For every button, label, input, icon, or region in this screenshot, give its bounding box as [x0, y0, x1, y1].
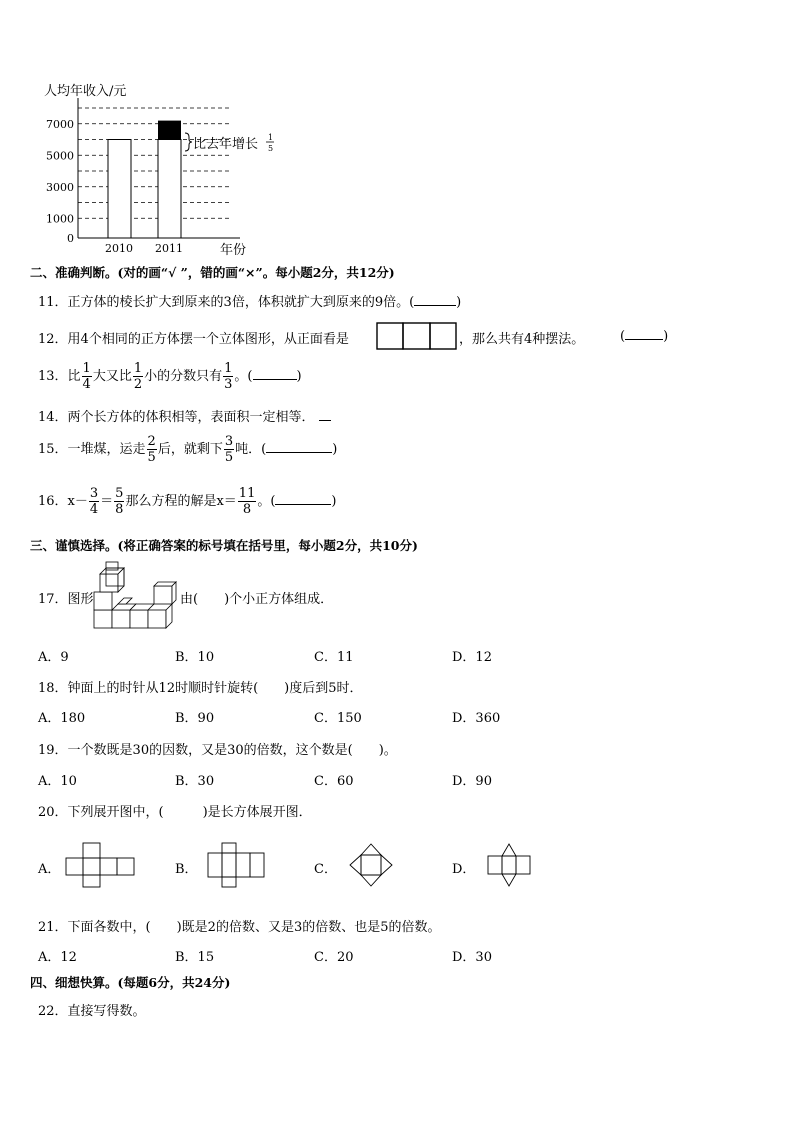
answer-blank[interactable] — [266, 441, 332, 453]
increase-label: 比去年增长 — [193, 137, 259, 152]
answer-blank[interactable] — [414, 294, 456, 306]
cube-stack-figure — [92, 560, 182, 632]
frac-den: 2 — [133, 377, 143, 392]
answer-blank[interactable] — [319, 409, 331, 421]
net-option-a-figure[interactable] — [65, 842, 137, 888]
section2-title: 二、准确判断。(对的画“√ ”，错的画“×”。每小题2分，共12分) — [30, 265, 395, 280]
question-18: 18．钟面上的时针从12时顺时针旋转( )度后到5时． — [38, 681, 363, 696]
section4-title: 四、细想快算。(每题6分，共24分) — [30, 975, 231, 990]
q13-text-b: 大又比 — [92, 369, 132, 384]
question-16 — [38, 482, 337, 522]
fraction-5-8 — [114, 487, 124, 516]
chart-bars — [105, 121, 183, 255]
option-c[interactable]: C．20 — [314, 950, 354, 965]
x-tick-label: 2010 — [105, 242, 133, 255]
q16-text-b: ＝ — [100, 494, 114, 509]
q15-text-b: 后，就剩下 — [157, 442, 223, 457]
frac-num: 1 — [133, 361, 143, 376]
bar-increase-2011 — [158, 121, 181, 140]
q13-text-c: 小的分数只有 — [144, 369, 223, 384]
option-c[interactable]: C．150 — [314, 711, 362, 726]
section3-title: 三、谨慎选择。(将正确答案的标号填在括号里，每小题2分，共10分) — [30, 538, 418, 553]
frac-num: 5 — [115, 486, 124, 501]
answer-blank[interactable] — [625, 328, 663, 340]
q12-paren-l: ( — [620, 329, 626, 344]
x-axis-label: 年份 — [220, 243, 247, 258]
question-15 — [38, 430, 337, 470]
q12-answer — [620, 328, 668, 344]
option-d[interactable]: D．90 — [452, 774, 492, 789]
question-13 — [38, 357, 302, 397]
front-view-three-squares-figure — [376, 322, 458, 350]
question-21: 21．下面各数中，( )既是2的倍数、又是3的倍数、也是5的倍数。 — [38, 920, 441, 935]
q11-paren-end: ) — [456, 295, 462, 310]
question-11 — [38, 291, 461, 310]
q13-paren-end: ) — [296, 369, 302, 384]
increase-brace — [185, 133, 192, 151]
q14-text: 14．两个长方体的体积相等，表面积一定相等． — [38, 410, 315, 425]
option-b[interactable]: B．90 — [175, 711, 215, 726]
fraction-11-8 — [238, 487, 257, 516]
bar-2011 — [158, 140, 181, 239]
option-a[interactable]: A．9 — [38, 650, 69, 665]
y-tick-label: 0 — [67, 232, 74, 245]
option-b[interactable]: B．15 — [175, 950, 215, 965]
q12-text-a: 12．用4个相同的正方体摆一个立体图形，从正面看是 — [38, 332, 349, 347]
q11-text: 11．正方体的棱长扩大到原来的3倍，体积就扩大到原来的9倍。( — [38, 295, 415, 310]
q12-paren-r: ) — [663, 329, 669, 344]
fraction-1-4 — [82, 362, 92, 391]
q16-text-c: 那么方程的解是x＝ — [125, 494, 237, 509]
option-a[interactable]: A．180 — [38, 711, 86, 726]
y-tick-label: 3000 — [46, 180, 74, 194]
option-a[interactable]: A． — [38, 862, 61, 877]
fraction-1-3 — [223, 362, 233, 391]
net-option-b-figure[interactable] — [206, 842, 266, 888]
question-19: 19．一个数既是30的因数，又是30的倍数，这个数是( )。 — [38, 743, 397, 758]
frac-den: 4 — [82, 377, 91, 392]
chart-y-ticks — [46, 118, 74, 245]
bar-2010 — [108, 140, 131, 239]
option-d[interactable]: D．30 — [452, 950, 492, 965]
q17-text-a: 17．图形 — [38, 592, 94, 607]
option-a[interactable]: A．10 — [38, 774, 77, 789]
y-axis-label: 人均年收入/元 — [44, 84, 127, 99]
q12-text-b: ，那么共有4种摆法。 — [459, 332, 585, 347]
q15-text-a: 15．一堆煤，运走 — [38, 442, 146, 457]
option-a[interactable]: A．12 — [38, 950, 77, 965]
q17-text-b: 由( )个小正方体组成． — [180, 592, 334, 607]
net-option-c-figure[interactable] — [348, 842, 394, 888]
frac-den: 8 — [115, 502, 124, 517]
question-20: 20．下列展开图中，( )是长方体展开图． — [38, 805, 312, 820]
fraction-3-4 — [89, 487, 99, 516]
fraction-2-5 — [147, 435, 157, 464]
q16-text-a: 16．x－ — [38, 494, 88, 509]
frac-num: 1 — [82, 361, 91, 376]
frac-den: 8 — [242, 502, 252, 517]
q13-text-a: 13．比 — [38, 369, 81, 384]
y-tick-label: 5000 — [46, 149, 74, 163]
option-d[interactable]: D．360 — [452, 711, 501, 726]
answer-blank[interactable] — [275, 493, 331, 505]
net-option-d-figure[interactable] — [486, 842, 532, 888]
chart-gridlines — [78, 108, 230, 218]
x-tick-label: 2011 — [155, 242, 183, 255]
increase-fraction-num: 1 — [268, 133, 274, 142]
option-b[interactable]: B．30 — [175, 774, 215, 789]
q15-text-c: 吨．( — [235, 442, 267, 457]
income-bar-chart — [30, 78, 290, 260]
increase-fraction-den: 5 — [268, 144, 274, 153]
frac-num: 11 — [238, 486, 256, 501]
q16-text-d: 。( — [257, 494, 276, 509]
frac-den: 5 — [224, 450, 234, 465]
question-12 — [38, 328, 349, 347]
frac-num: 1 — [224, 361, 233, 376]
y-tick-label: 1000 — [46, 212, 74, 226]
option-b[interactable]: B． — [175, 862, 198, 877]
question-22: 22．直接写得数。 — [38, 1004, 146, 1019]
answer-blank[interactable] — [253, 368, 297, 380]
fraction-1-2 — [133, 362, 143, 391]
frac-den: 4 — [89, 502, 99, 517]
option-c[interactable]: C． — [314, 862, 337, 877]
frac-den: 3 — [224, 377, 233, 392]
option-d[interactable]: D． — [452, 862, 476, 877]
option-c[interactable]: C．11 — [314, 650, 354, 665]
option-c[interactable]: C．60 — [314, 774, 354, 789]
option-b[interactable]: B．10 — [175, 650, 215, 665]
frac-num: 3 — [224, 434, 234, 449]
y-tick-label: 7000 — [46, 117, 74, 131]
q13-text-d: 。( — [234, 369, 253, 384]
question-14 — [38, 406, 331, 425]
q16-paren-end: ) — [331, 494, 337, 509]
q15-paren-end: ) — [332, 442, 338, 457]
frac-den: 5 — [147, 450, 156, 465]
fraction-3-5 — [224, 435, 234, 464]
option-d[interactable]: D．12 — [452, 650, 492, 665]
frac-num: 3 — [89, 486, 99, 501]
frac-num: 2 — [147, 434, 156, 449]
